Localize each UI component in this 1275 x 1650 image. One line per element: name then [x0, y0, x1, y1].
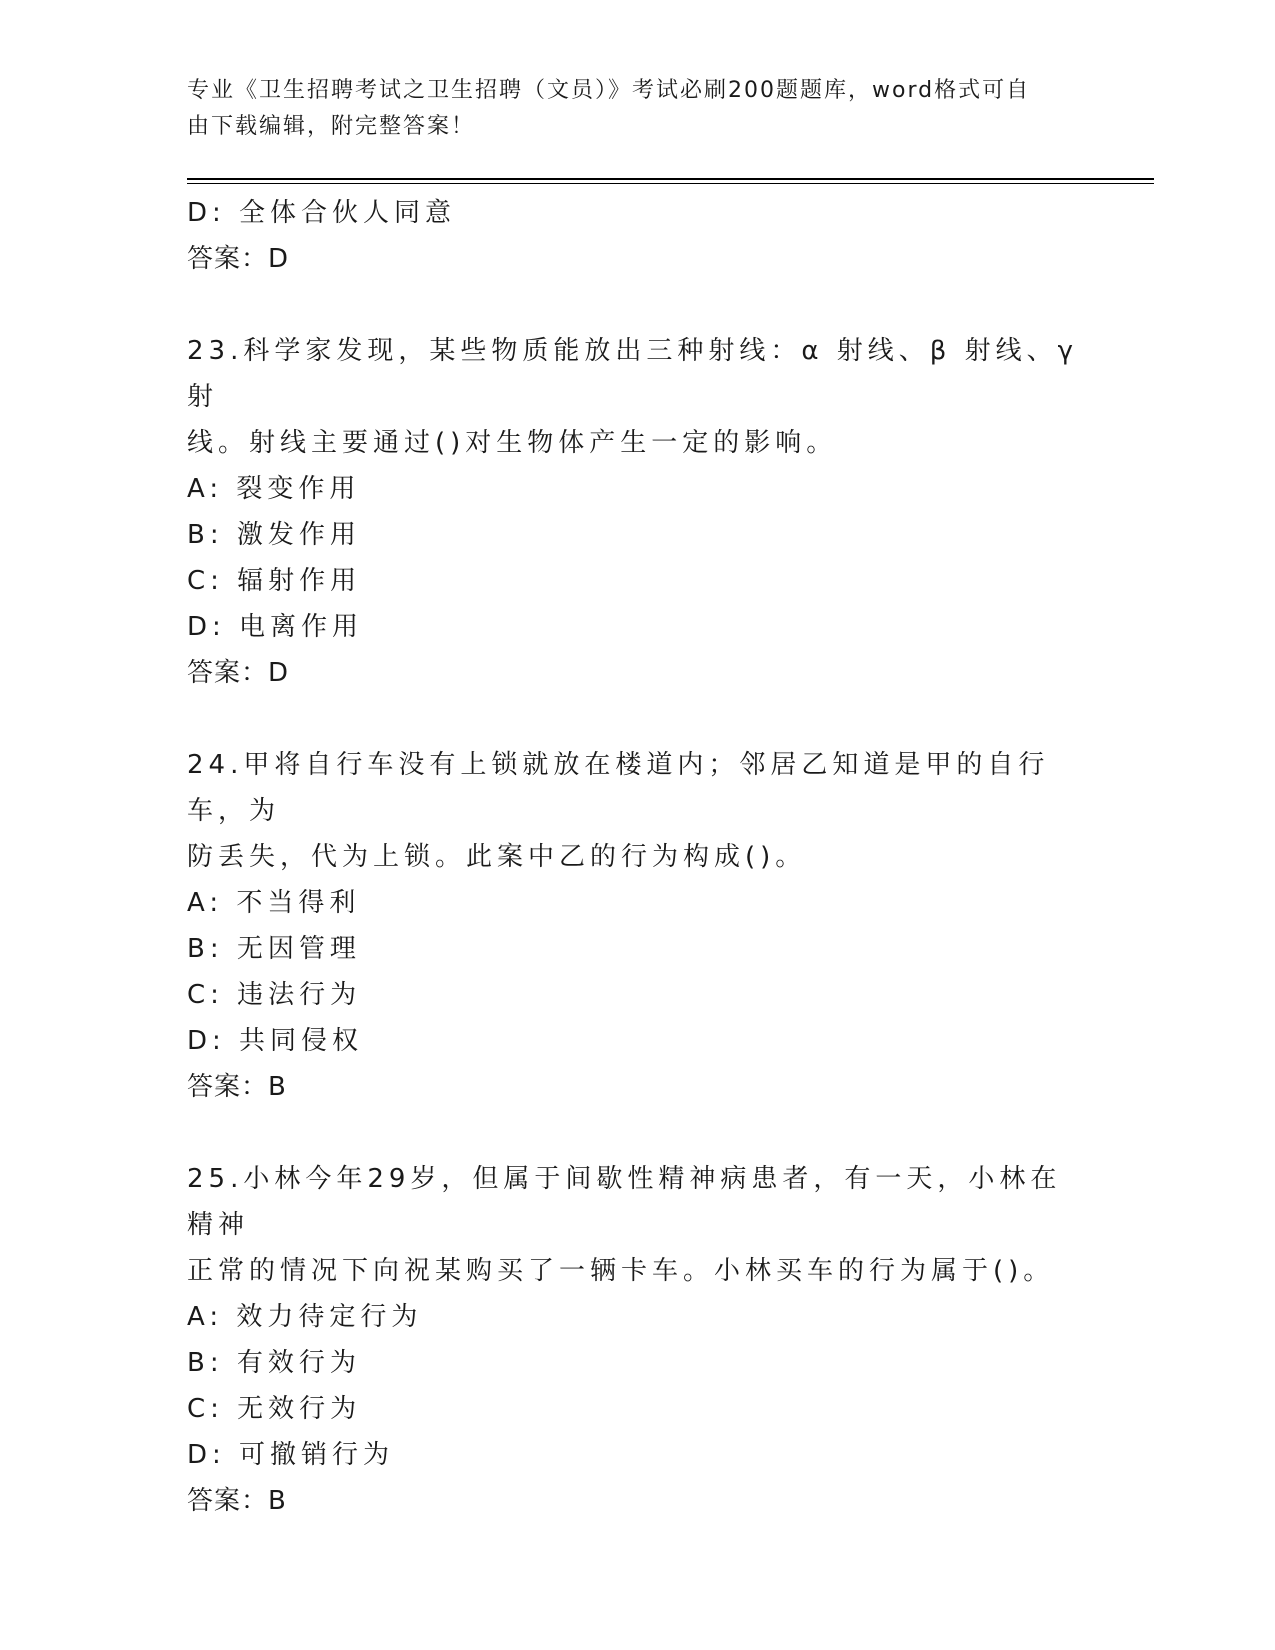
question-24 [187, 742, 1087, 1110]
question-23-option-b: B: 激发作用 [187, 520, 361, 550]
prev-answer: 答案：D [187, 244, 290, 274]
header-line-1: 专业《卫生招聘考试之卫生招聘（文员）》考试必刷200题题库，word格式可自 [187, 78, 1031, 103]
spacer [187, 282, 1087, 328]
question-23-option-a: A: 裂变作用 [187, 474, 361, 504]
question-23-option-c: C: 辐射作用 [187, 566, 362, 596]
question-25 [187, 1156, 1087, 1524]
question-24-option-a: A: 不当得利 [187, 888, 361, 918]
prev-option-d: D: 全体合伙人同意 [187, 198, 457, 228]
question-24-answer: 答案：B [187, 1072, 287, 1102]
question-content [187, 190, 1087, 1524]
header-line-2: 由下载编辑，附完整答案！ [187, 114, 476, 139]
document-header [187, 73, 1067, 145]
spacer [187, 696, 1087, 742]
question-23 [187, 328, 1087, 696]
question-25-option-c: C: 无效行为 [187, 1394, 362, 1424]
question-25-option-b: B: 有效行为 [187, 1348, 361, 1378]
question-25-stem-line-2: 正常的情况下向祝某购买了一辆卡车。小林买车的行为属于()。 [187, 1256, 1055, 1286]
question-23-option-d: D: 电离作用 [187, 612, 364, 642]
question-24-option-d: D: 共同侵权 [187, 1026, 364, 1056]
question-24-stem-line-2: 防丢失，代为上锁。此案中乙的行为构成()。 [187, 842, 807, 872]
question-25-option-a: A: 效力待定行为 [187, 1302, 423, 1332]
question-24-stem-line-1: 24.甲将自行车没有上锁就放在楼道内；邻居乙知道是甲的自行车，为 [187, 750, 1050, 826]
question-25-stem-line-1: 25.小林今年29岁，但属于间歇性精神病患者，有一天，小林在精神 [187, 1164, 1062, 1240]
header-rule-thick [187, 178, 1154, 180]
question-23-stem-line-1: 23.科学家发现，某些物质能放出三种射线：α 射线、β 射线、γ 射 [187, 336, 1078, 412]
question-25-option-d: D: 可撤销行为 [187, 1440, 395, 1470]
question-24-option-b: B: 无因管理 [187, 934, 361, 964]
spacer [187, 1110, 1087, 1156]
question-24-option-c: C: 违法行为 [187, 980, 362, 1010]
question-23-stem-line-2: 线。射线主要通过()对生物体产生一定的影响。 [187, 428, 838, 458]
question-25-answer: 答案：B [187, 1486, 287, 1516]
question-23-answer: 答案：D [187, 658, 290, 688]
header-rule-thin [187, 183, 1154, 184]
